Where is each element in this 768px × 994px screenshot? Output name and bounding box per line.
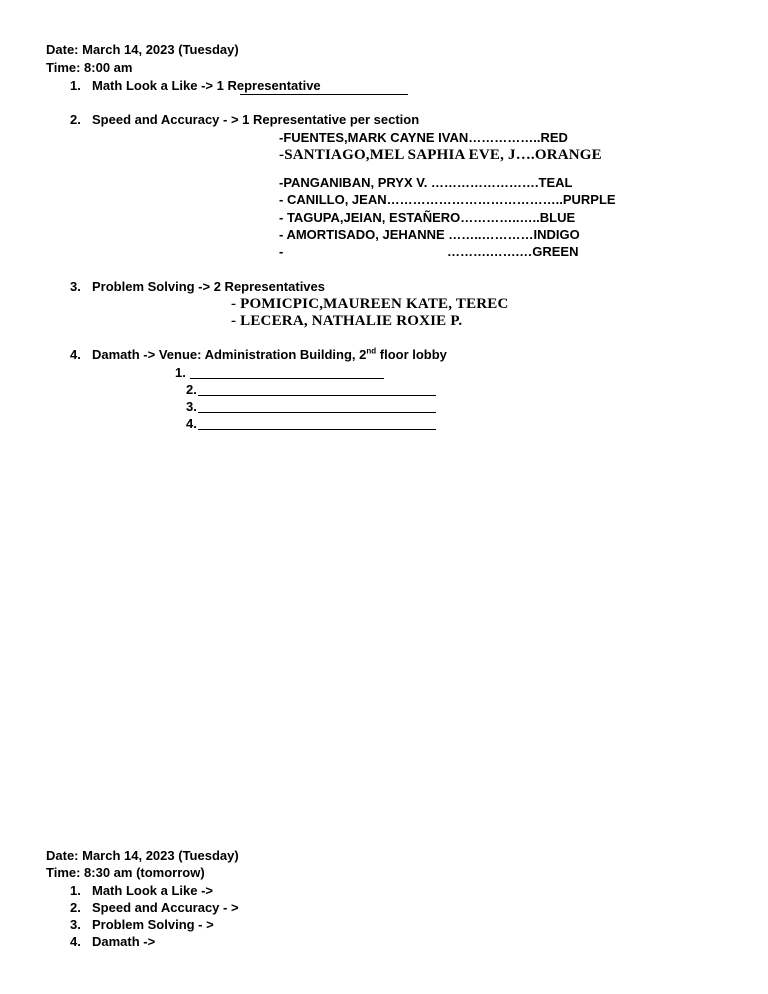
event-text: Damath -> bbox=[92, 934, 156, 949]
rep-entry: -PANGANIBAN, PRYX V. …………………….TEAL bbox=[279, 175, 573, 190]
rep-entry: - LECERA, NATHALIE ROXIE P. bbox=[231, 313, 463, 329]
superscript: nd bbox=[366, 346, 377, 356]
event-text-suffix: floor lobby bbox=[376, 347, 447, 362]
slot-number: 4. bbox=[186, 416, 197, 431]
time-line: Time: 8:30 am (tomorrow) bbox=[46, 865, 205, 880]
rep-entry: - POMICPIC,MAUREEN KATE, TEREC bbox=[231, 296, 509, 312]
event-item bbox=[70, 934, 155, 950]
rep-entry: - AMORTISADO, JEHANNE ……..…………INDIGO bbox=[279, 227, 580, 242]
blank-line bbox=[198, 412, 436, 413]
slot-number: 1. bbox=[175, 365, 186, 380]
rep-entry-color: ……….…….…GREEN bbox=[447, 244, 579, 259]
event-text: Math Look a Like -> 1 Representative bbox=[92, 78, 321, 93]
event-number: 2. bbox=[70, 112, 81, 127]
rep-entry-dash: - bbox=[279, 244, 284, 259]
event-text: Damath -> Venue: Administration Building, 2 bbox=[92, 347, 367, 362]
rep-entry: -FUENTES,MARK CAYNE IVAN……………..RED bbox=[279, 130, 568, 145]
event-item bbox=[70, 112, 419, 128]
event-text: Math Look a Like -> bbox=[92, 883, 213, 898]
rep-entry: - TAGUPA,JEIAN, ESTAÑERO…………..…..BLUE bbox=[279, 210, 576, 225]
rep-entry: - CANILLO, JEAN…………………………………..PURPLE bbox=[279, 192, 616, 207]
event-number: 3. bbox=[70, 279, 81, 294]
event-text: Problem Solving - > bbox=[92, 917, 214, 932]
time-line: Time: 8:00 am bbox=[46, 60, 133, 75]
event-number: 4. bbox=[70, 347, 81, 362]
rep-entry: -SANTIAGO,MEL SAPHIA EVE, J….ORANGE bbox=[279, 147, 602, 163]
slot-number: 3. bbox=[186, 399, 197, 414]
blank-line bbox=[190, 378, 384, 379]
blank-line bbox=[198, 395, 436, 396]
slot-number: 2. bbox=[186, 382, 197, 397]
event-item bbox=[70, 917, 214, 933]
event-text: Problem Solving -> 2 Representatives bbox=[92, 279, 325, 294]
event-number: 1. bbox=[70, 78, 81, 93]
event-item bbox=[70, 78, 321, 94]
event-text: Speed and Accuracy - > bbox=[92, 900, 239, 915]
event-number: 4. bbox=[70, 934, 81, 949]
event-item bbox=[70, 900, 239, 916]
event-text: Speed and Accuracy - > 1 Representative per section bbox=[92, 112, 420, 127]
event-number: 2. bbox=[70, 900, 81, 915]
event-number: 3. bbox=[70, 917, 81, 932]
event-item bbox=[70, 883, 213, 899]
event-item bbox=[70, 279, 325, 295]
blank-line bbox=[198, 429, 436, 430]
blank-line bbox=[240, 94, 408, 95]
event-item bbox=[70, 347, 447, 363]
date-line: Date: March 14, 2023 (Tuesday) bbox=[46, 848, 239, 863]
event-number: 1. bbox=[70, 883, 81, 898]
date-line: Date: March 14, 2023 (Tuesday) bbox=[46, 42, 239, 57]
